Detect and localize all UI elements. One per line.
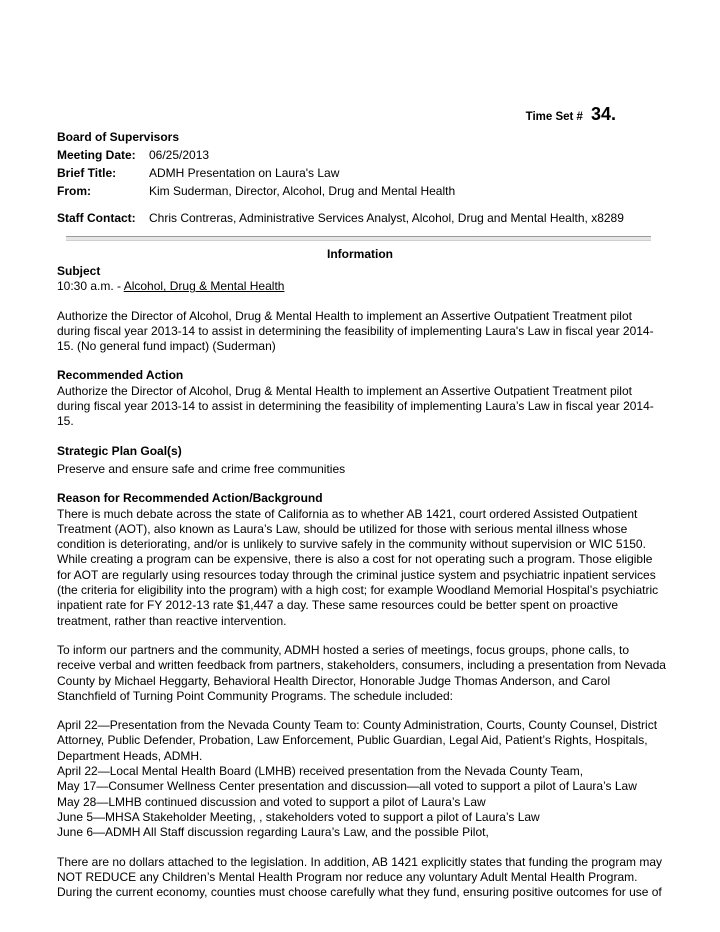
- schedule-item: April 22—Presentation from the Nevada County Team to: County Administration, Courts, County Counsel, District Attorney, Public Defender, Probation, Law Enforcement, Public Guardian, Legal Aid, Patient’s Rights, Hospitals, Department Heads, ADMH.: [57, 718, 658, 763]
- subject-time: 10:30 a.m. -: [57, 279, 124, 294]
- subject-line: [57, 279, 667, 294]
- document-body: [57, 264, 667, 900]
- document-header: [57, 128, 667, 227]
- recommended-action-heading: Recommended Action: [57, 368, 184, 383]
- staff-contact-label: Staff Contact:: [57, 211, 136, 225]
- reason-heading: Reason for Recommended Action/Background: [57, 491, 323, 506]
- time-set-label: Time Set #: [525, 111, 583, 123]
- board-title: Board of Supervisors: [57, 130, 180, 144]
- meeting-date-value: 06/25/2013: [149, 148, 210, 162]
- schedule-item: May 17—Consumer Wellness Center presentation and discussion—all voted to support a pilot of Laura’s Law: [57, 779, 637, 794]
- subject-heading: Subject: [57, 264, 101, 278]
- staff-contact-row: [57, 209, 667, 227]
- from-row: [57, 182, 667, 200]
- from-value: Kim Suderman, Director, Alcohol, Drug and Mental Health: [149, 184, 456, 198]
- meeting-date-label: Meeting Date:: [57, 148, 136, 162]
- strategic-plan-heading: Strategic Plan Goal(s): [57, 443, 182, 458]
- reason-paragraph-3: There are no dollars attached to the legislation. In addition, AB 1421 explicitly states that funding the program may NOT REDUCE any Children’s Mental Health Program nor reduce any voluntary Adult Mental Health Program. During the current economy, counties must choose carefully what they fund, ensuring positive outcomes for use of: [57, 854, 663, 900]
- section-divider: [66, 236, 651, 241]
- schedule-item: June 6—ADMH All Staff discussion regarding Laura’s Law, and the possible Pilot,: [57, 825, 489, 840]
- department-link[interactable]: Alcohol, Drug & Mental Health: [123, 279, 285, 294]
- brief-title-label: Brief Title:: [57, 166, 117, 180]
- reason-paragraph-2: To inform our partners and the community, ADMH hosted a series of meetings, focus groups, phone calls, to receive verbal and written feedback from partners, stakeholders, consumers, including a presentation from Nevada County by Michael Heggarty, Behavioral Health Director, Honorable Judge Thomas Anderson, and Carol Stanchfield of Turning Point Community Programs. The schedule included:: [57, 642, 666, 703]
- schedule-item: May 28—LMHB continued discussion and voted to support a pilot of Laura’s Law: [57, 794, 486, 809]
- strategic-plan-text: Preserve and ensure safe and crime free communities: [57, 461, 346, 476]
- subject-text: Authorize the Director of Alcohol, Drug & Mental Health to implement an Assertive Outpatient Treatment pilot during fiscal year 2013-14 to assist in determining the feasibility of implementing Laura's Law in fiscal year 2014-15. (No general fund impact) (Suderman): [57, 308, 654, 354]
- meeting-date-row: [57, 146, 667, 164]
- time-set: [526, 104, 616, 125]
- reason-paragraph-1: There is much debate across the state of California as to whether AB 1421, court ordered Assisted Outpatient Treatment (AOT), also known as Laura’s Law, should be utilized for those with serious mental illness whose condition is deteriorating, and/or is unlikely to survive safely in the community without supervision or WIC 5150. While creating a program can be expensive, there is also a cost for not operating such a program. Those eligible for AOT are regularly using resources today through the criminal justice system and psychiatric inpatient services (the criteria for eligibility into the program) with a high cost; for example Woodland Memorial Hospital’s psychiatric inpatient rate for FY 2012-13 rate $1,447 a day. These same resources could be better spent on proactive treatment, rather than reactive intervention.: [57, 506, 659, 628]
- information-heading: Information: [327, 247, 393, 261]
- time-set-number: 34.: [590, 104, 616, 124]
- schedule-list: [57, 718, 667, 840]
- recommended-action-text: Authorize the Director of Alcohol, Drug & Mental Health to implement an Assertive Outpatient Treatment pilot during fiscal year 2013-14 to assist in determining the feasibility of implementing Laura’s Law in fiscal year 2014-15.: [57, 383, 654, 429]
- from-label: From:: [57, 184, 91, 198]
- schedule-item: June 5—MHSA Stakeholder Meeting, , stakeholders voted to support a pilot of Laura’s Law: [57, 809, 540, 824]
- brief-title-row: [57, 164, 667, 182]
- schedule-item: April 22—Local Mental Health Board (LMHB) received presentation from the Nevada County Team,: [57, 764, 584, 779]
- staff-contact-value: Chris Contreras, Administrative Services Analyst, Alcohol, Drug and Mental Health, x8289: [149, 211, 624, 225]
- brief-title-value: ADMH Presentation on Laura's Law: [149, 166, 340, 180]
